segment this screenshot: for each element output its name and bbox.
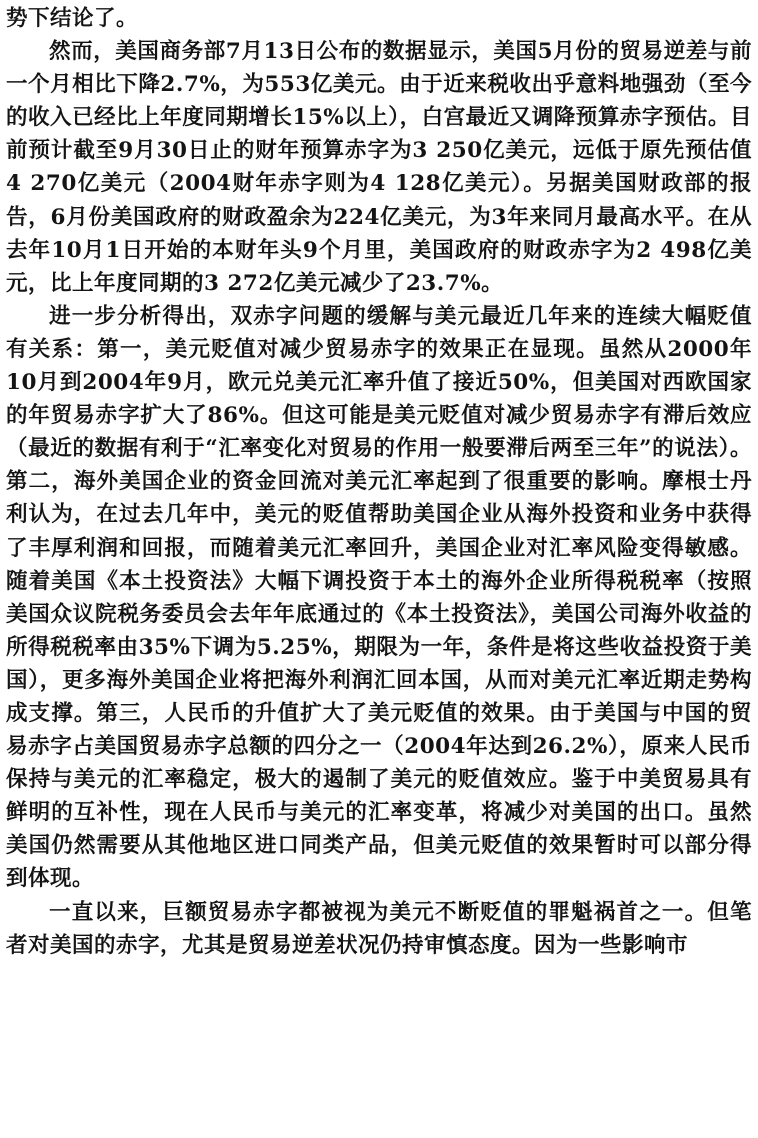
paragraph-twin-deficit-analysis: 进一步分析得出，双赤字问题的缓解与美元最近几年来的连续大幅贬值有关系：第一，美元贬值对减少贸易赤字的效果正在显现。虽然从2000年10月到2004年9月，欧元兑美元汇率升值了接近50%，但美国对西欧国家的年贸易赤字扩大了86%。但这可能是美元贬值对减少贸易赤字有滞后效应（最近的数据有利于“汇率变化对贸易的作用一般要滞后两至三年”的说法）。第二，海外美国企业的资金回流对美元汇率起到了很重要的影响。摩根士丹利认为，在过去几年中，美元的贬值帮助美国企业从海外投资和业务中获得了丰厚利润和回报，而随着美元汇率回升，美国企业对汇率风险变得敏感。随着美国《本土投资法》大幅下调投资于本土的海外企业所得税税率（按照美国众议院税务委员会去年年底通过的《本土投资法》，美国公司海外收益的所得税税率由35%下调为5.25%，期限为一年，条件是将这些收益投资于美国），更多海外美国企业将把海外利润汇回本国，从而对美元汇率近期走势构成支撑。第三，人民币的升值扩大了美元贬值的效果。由于美国与中国的贸易赤字占美国贸易赤字总额的四分之一（2004年达到26.2%），原来人民币保持与美元的汇率稳定，极大的遏制了美元的贬值效应。鉴于中美贸易具有鲜明的互补性，现在人民币与美元的汇率变革，将减少对美国的出口。虽然美国仍然需要从其他地区进口同类产品，但美元贬值的效果暂时可以部分得到体现。 [6, 303, 752, 892]
paragraph-trade-deficit-data: 然而，美国商务部7月13日公布的数据显示，美国5月份的贸易逆差与前一个月相比下降2.7%，为553亿美元。由于近来税收出乎意料地强劲（至今的收入已经比上年度同期增长15%以上），白宫最近又调降预算赤字预估。目前预计截至9月30日止的财年预算赤字为3 250亿美元，远低于原先预估值4 270亿美元（2004财年赤字则为4 128亿美元）。另据美国财政部的报告，6月份美国政府的财政盈余为224亿美元，为3年来同月最高水平。在从去年10月1日开始的本财年头9个月里，美国政府的财政赤字为2 498亿美元，比上年度同期的3 272亿美元减少了23.7%。 [6, 39, 752, 296]
paragraph-continuation: 势下结论了。 [6, 6, 139, 31]
paragraph-author-view: 一直以来，巨额贸易赤字都被视为美元不断贬值的罪魁祸首之一。但笔者对美国的赤字，尤其是贸易逆差状况仍持审慎态度。因为一些影响市 [6, 899, 752, 958]
